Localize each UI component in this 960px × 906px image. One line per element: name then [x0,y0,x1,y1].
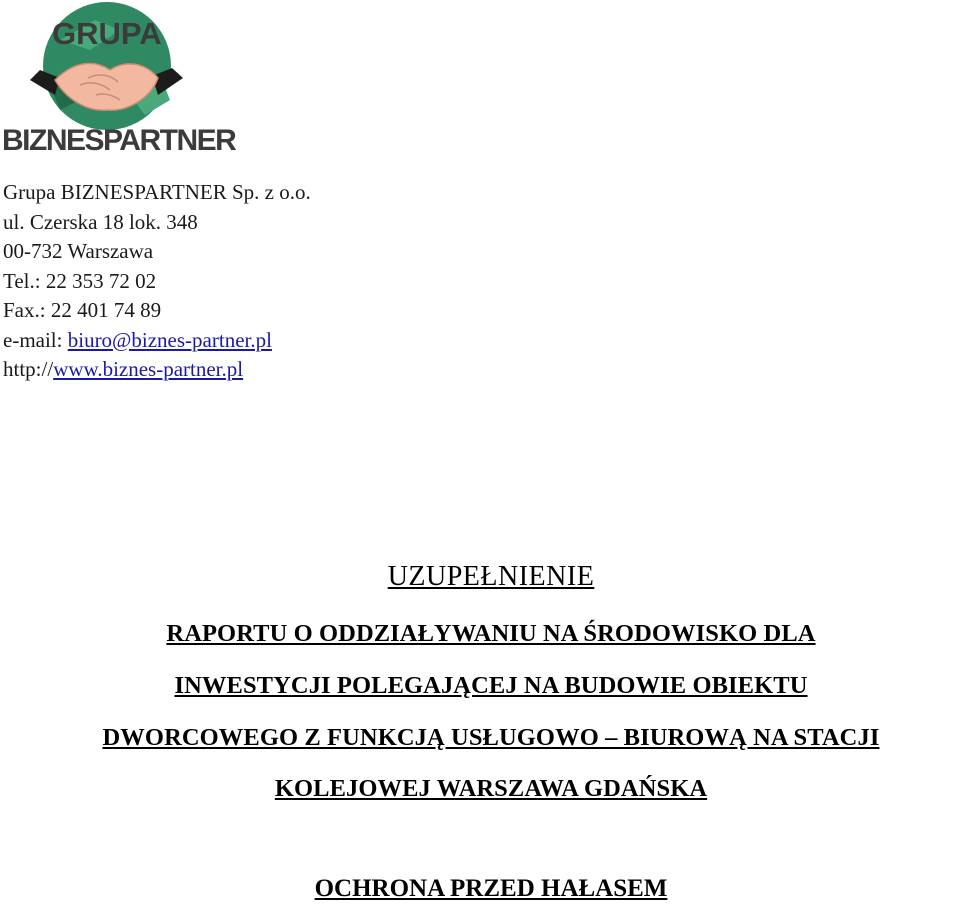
document-subtitle-line-1: RAPORTU O ODDZIAŁYWANIU NA ŚRODOWISKO DLA [166,620,816,647]
email-label: e-mail: [3,327,68,352]
document-subtitle-line-3: DWORCOWEGO Z FUNKCJĄ USŁUGOWO – BIUROWĄ NA STACJI [102,724,880,751]
document-heading: UZUPEŁNIENIE [387,561,595,592]
telephone: Tel.: 22 353 72 02 [3,268,157,293]
fax: Fax.: 22 401 74 89 [3,298,162,322]
document-subtitle-line-4: KOLEJOWEJ WARSZAWA GDAŃSKA [274,775,708,802]
city-address: 00-732 Warszawa [3,239,154,263]
email-link[interactable]: biuro@biznes-partner.pl [67,327,272,352]
company-logo [0,0,236,160]
section-title: OCHRONA PRZED HAŁASEM [314,875,668,902]
logo-text-grupa: GRUPA [52,16,162,51]
website-prefix: http:// [3,357,54,381]
email-line [3,326,311,356]
company-name: Grupa BIZNESPARTNER Sp. z o.o. [3,180,311,204]
document-subtitle-line-2: INWESTYCJI POLEGAJĄCEJ NA BUDOWIE OBIEKTU [174,672,808,699]
website-line [3,355,311,385]
logo-text-biznespartner: BIZNESPARTNER [2,124,236,157]
contact-block [3,178,311,385]
street-address: ul. Czerska 18 lok. 348 [3,209,198,234]
website-link[interactable]: www.biznes-partner.pl [53,357,244,381]
